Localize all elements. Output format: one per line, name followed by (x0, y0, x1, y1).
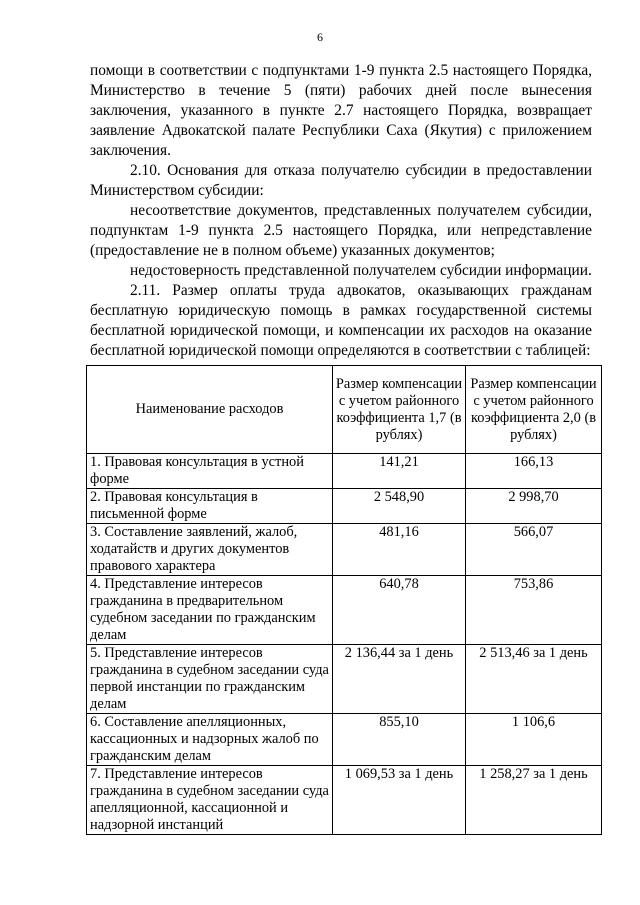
compensation-2-0-cell: 166,13 (466, 454, 602, 489)
compensation-1-7-cell: 141,21 (333, 454, 466, 489)
compensation-2-0-cell: 2 998,70 (466, 489, 602, 524)
page-number: 6 (317, 30, 323, 44)
table-row (87, 714, 602, 766)
compensation-2-0-cell: 566,07 (466, 524, 602, 576)
table-row (87, 524, 602, 576)
expense-name-cell: 3. Составление заявлений, жалоб, ходатайств и других документов правового характера (87, 524, 333, 576)
table-row (87, 576, 602, 645)
paragraph: несоответствие документов, представленных получателем субсидии, подпунктам 1-9 пункта 2.5 настоящего Порядка, или непредставление (предоставление не в полном объеме) указанных документов; (90, 202, 592, 259)
table-row (87, 645, 602, 714)
table-row (87, 454, 602, 489)
table-row (87, 489, 602, 524)
compensation-1-7-cell: 2 136,44 за 1 день (333, 645, 466, 714)
expense-name-cell: 6. Составление апелляционных, кассационных и надзорных жалоб по гражданским делам (87, 714, 333, 766)
compensation-2-0-cell: 2 513,46 за 1 день (466, 645, 602, 714)
compensation-1-7-cell: 2 548,90 (333, 489, 466, 524)
compensation-1-7-cell: 640,78 (333, 576, 466, 645)
compensation-2-0-cell: 1 106,6 (466, 714, 602, 766)
column-header-expense-name: Наименование расходов (87, 366, 333, 454)
compensation-table (86, 365, 602, 835)
expense-name-cell: 7. Представление интересов гражданина в судебном заседании суда апелляционной, кассационной и надзорной инстанций (87, 766, 333, 835)
compensation-2-0-cell: 1 258,27 за 1 день (466, 766, 602, 835)
compensation-1-7-cell: 1 069,53 за 1 день (333, 766, 466, 835)
paragraph: помощи в соответствии с подпунктами 1-9 пункта 2.5 настоящего Порядка, Министерство в течение 5 (пяти) рабочих дней после вынесения заключения, указанного в пункте 2.7 настоящего Порядка, возвращает заявление Адвокатской палате Республики Саха (Якутия) с приложением заключения. (90, 62, 592, 159)
body-text (90, 61, 592, 361)
column-header-coefficient-2-0: Размер компенсации с учетом районного коэффициента 2,0 (в рублях) (466, 366, 602, 454)
compensation-2-0-cell: 753,86 (466, 576, 602, 645)
expense-name-cell: 1. Правовая консультация в устной форме (87, 454, 333, 489)
paragraph: недостоверность представленной получателем субсидии информации. (130, 262, 592, 279)
expense-name-cell: 2. Правовая консультация в письменной форме (87, 489, 333, 524)
column-header-coefficient-1-7: Размер компенсации с учетом районного коэффициента 1,7 (в рублях) (333, 366, 466, 454)
expense-name-cell: 4. Представление интересов гражданина в предварительном судебном заседании по гражданским делам (87, 576, 333, 645)
paragraph: 2.10. Основания для отказа получателю субсидии в предоставлении Министерством субсидии: (90, 162, 592, 199)
paragraph: 2.11. Размер оплаты труда адвокатов, оказывающих гражданам бесплатную юридическую помощь в рамках государственной системы бесплатной юридической помощи, и компенсации их расходов на оказание бесплатной юридической помощи определяются в соответствии с таблицей: (90, 282, 592, 359)
expense-name-cell: 5. Представление интересов гражданина в судебном заседании суда первой инстанции по гражданским делам (87, 645, 333, 714)
table-header-row (87, 366, 602, 454)
compensation-1-7-cell: 855,10 (333, 714, 466, 766)
compensation-1-7-cell: 481,16 (333, 524, 466, 576)
table-row (87, 766, 602, 835)
